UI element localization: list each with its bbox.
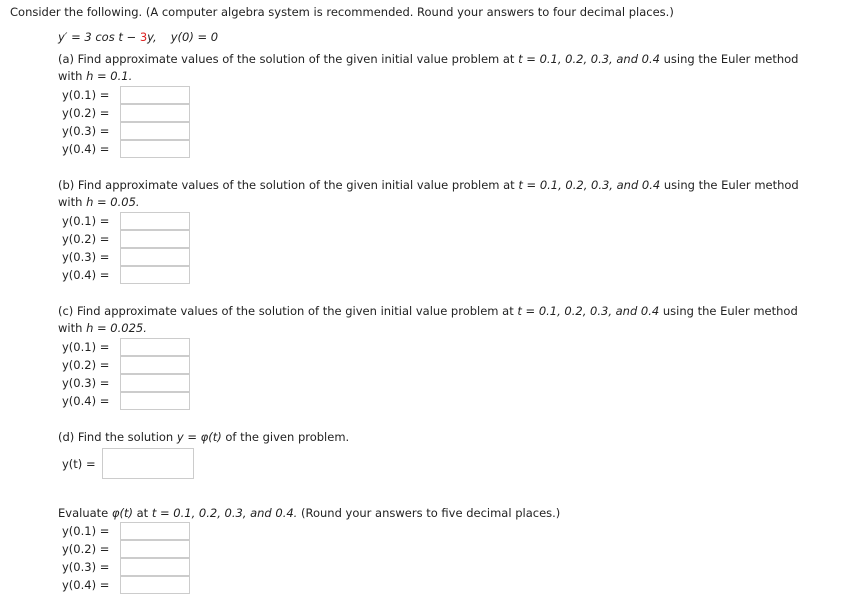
label-y02: y(0.2) = [62, 106, 110, 120]
b-y04-input[interactable] [120, 266, 190, 284]
c-y03-input[interactable] [120, 374, 190, 392]
a-y03-input[interactable] [120, 122, 190, 140]
label-y02: y(0.2) = [62, 542, 110, 556]
c-y02-input[interactable] [120, 356, 190, 374]
b-y02-input[interactable] [120, 230, 190, 248]
e-y02-input[interactable] [120, 540, 190, 558]
a-y04-input[interactable] [120, 140, 190, 158]
yt-input[interactable] [102, 448, 194, 479]
part-b-step: with h = 0.05. [58, 195, 140, 209]
label-y02: y(0.2) = [62, 232, 110, 246]
label-y04: y(0.4) = [62, 578, 110, 592]
a-y01-input[interactable] [120, 86, 190, 104]
label-y01: y(0.1) = [62, 524, 110, 538]
instructions: Consider the following. (A computer algebra system is recommended. Round your answers to four decimal places.) [10, 5, 674, 19]
e-y03-input[interactable] [120, 558, 190, 576]
label-y04: y(0.4) = [62, 268, 110, 282]
label-y03: y(0.3) = [62, 560, 110, 574]
part-c-step: with h = 0.025. [58, 321, 147, 335]
label-y02: y(0.2) = [62, 358, 110, 372]
e-y04-input[interactable] [120, 576, 190, 594]
part-a-text: (a) Find approximate values of the solution of the given initial value problem at t = 0.1, 0.2, 0.3, and 0.4 using the Euler method [58, 52, 799, 66]
c-y04-input[interactable] [120, 392, 190, 410]
label-y01: y(0.1) = [62, 340, 110, 354]
part-c-text: (c) Find approximate values of the solution of the given initial value problem at t = 0.1, 0.2, 0.3, and 0.4 using the Euler method [58, 304, 798, 318]
b-y01-input[interactable] [120, 212, 190, 230]
label-y03: y(0.3) = [62, 250, 110, 264]
label-yt: y(t) = [62, 456, 96, 471]
part-d-text: (d) Find the solution y = φ(t) of the given problem. [58, 430, 350, 444]
label-y01: y(0.1) = [62, 88, 110, 102]
label-y04: y(0.4) = [62, 142, 110, 156]
part-b-text: (b) Find approximate values of the solution of the given initial value problem at t = 0.1, 0.2, 0.3, and 0.4 using the Euler method [58, 178, 799, 192]
e-y01-input[interactable] [120, 522, 190, 540]
part-a-step: with h = 0.1. [58, 69, 133, 83]
b-y03-input[interactable] [120, 248, 190, 266]
a-y02-input[interactable] [120, 104, 190, 122]
label-y04: y(0.4) = [62, 394, 110, 408]
equation: y′ = 3 cos t − 3y, y(0) = 0 [58, 30, 219, 44]
c-y01-input[interactable] [120, 338, 190, 356]
label-y03: y(0.3) = [62, 376, 110, 390]
coefficient: 3 [139, 30, 148, 44]
label-y03: y(0.3) = [62, 124, 110, 138]
label-y01: y(0.1) = [62, 214, 110, 228]
evaluate-text: Evaluate φ(t) at t = 0.1, 0.2, 0.3, and 0.4. (Round your answers to five decimal places.) [58, 506, 561, 520]
